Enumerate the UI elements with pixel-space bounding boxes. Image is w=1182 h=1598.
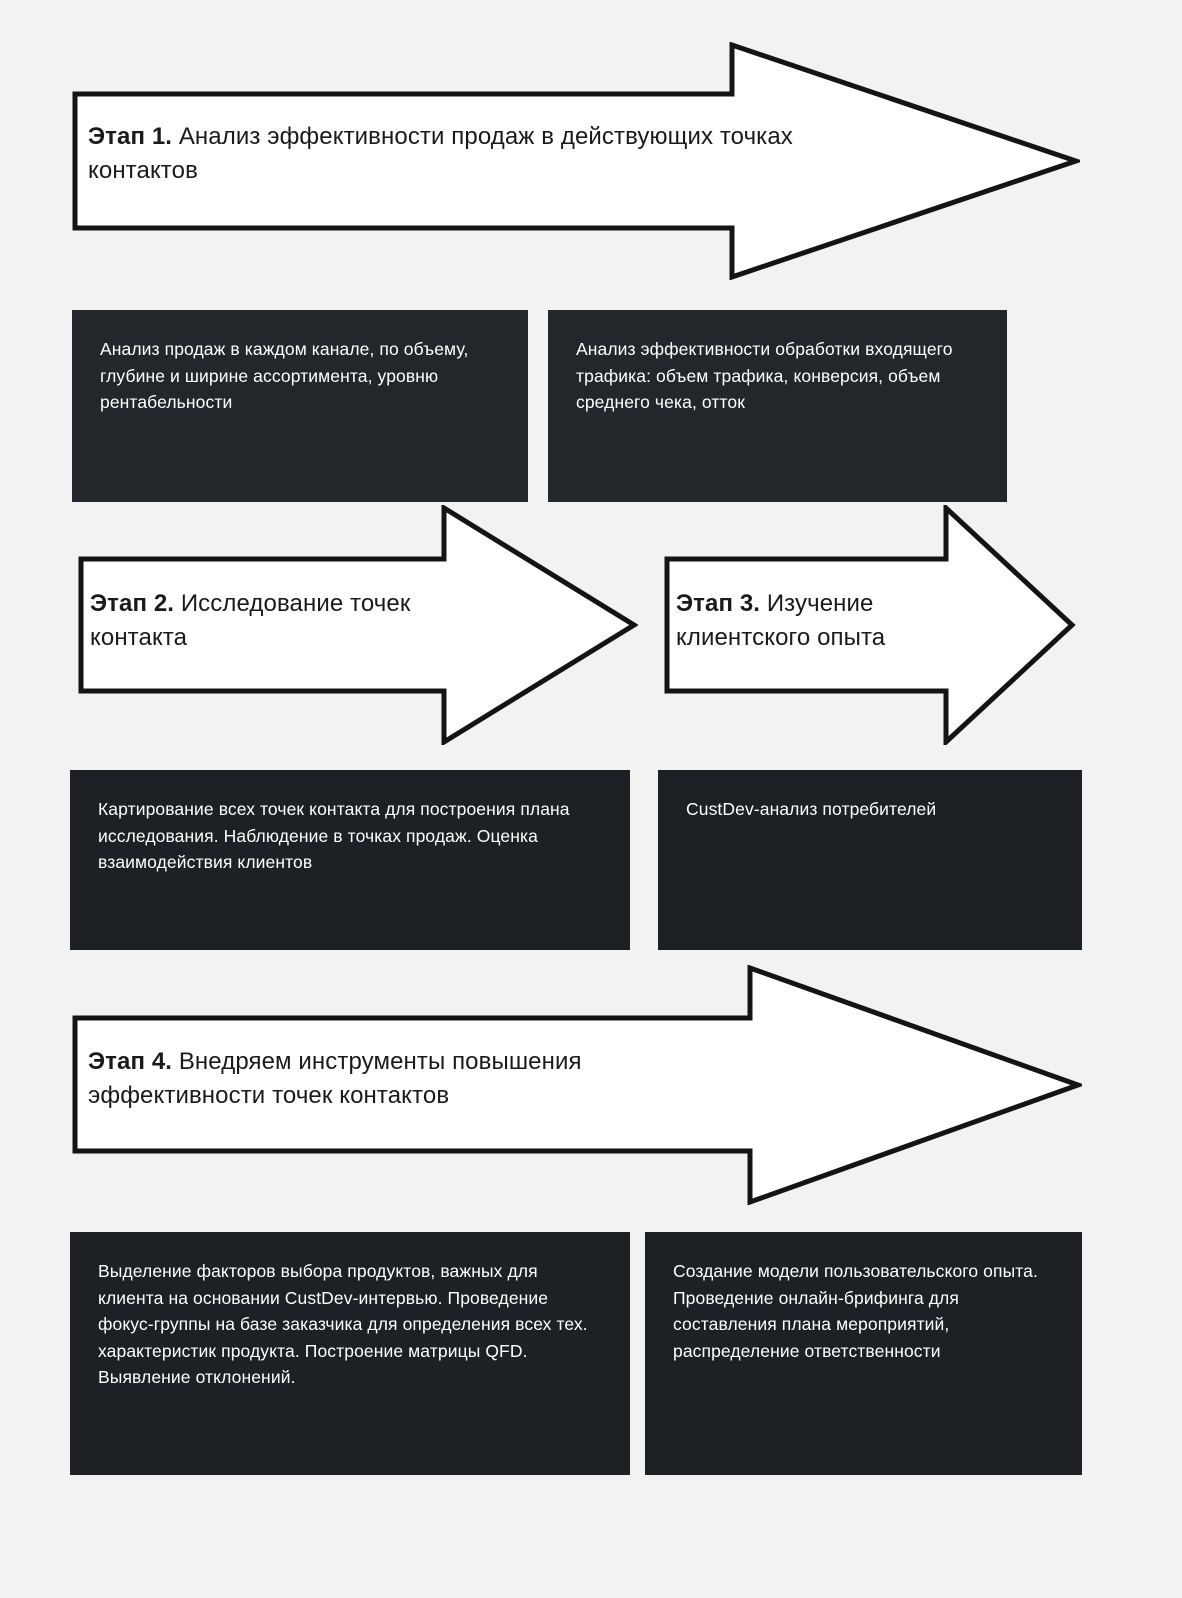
stage-4-note-1 — [70, 1232, 630, 1475]
stage-4-note-2-text: Создание модели пользовательского опыта. Проведение онлайн-брифинга для составления плана мероприятий, распределение ответственности — [673, 1261, 1038, 1361]
stage-1-note-2-text: Анализ эффективности обработки входящего трафика: объем трафика, конверсия, объем среднего чека, отток — [576, 339, 953, 413]
stage-2-arrow — [78, 505, 638, 745]
stage-4-label: Этап 4. — [88, 1048, 179, 1075]
stage-4-note-2 — [645, 1232, 1082, 1475]
stage-2-note-1-text: Картирование всех точек контакта для построения плана исследования. Наблюдение в точках продаж. Оценка взаимодействия клиентов — [98, 799, 570, 873]
stage-1-text — [88, 120, 868, 188]
stage-3-title: Изучение клиентского опыта — [676, 590, 886, 652]
stage-1-title: Анализ эффективности продаж в действующих точках контактов — [88, 123, 793, 185]
stage-2-text — [90, 587, 420, 655]
stage-2-title: Исследование точек контакта — [90, 590, 411, 652]
stage-4-title: Внедряем инструменты повышения эффективности точек контактов — [88, 1048, 582, 1110]
stage-1-label: Этап 1. — [88, 123, 179, 150]
stage-4-arrow — [72, 965, 1082, 1205]
stage-4-text — [88, 1045, 748, 1113]
stage-2-label: Этап 2. — [90, 590, 181, 617]
stage-1-note-1-text: Анализ продаж в каждом канале, по объему, глубине и ширине ассортимента, уровню рентабельности — [100, 339, 469, 413]
stage-2-note-1 — [70, 770, 630, 950]
stage-1-note-1 — [72, 310, 528, 502]
stage-1-note-2 — [548, 310, 1007, 502]
stage-3-arrow — [664, 505, 1076, 745]
stage-3-label: Этап 3. — [676, 590, 767, 617]
stage-4-note-1-text: Выделение факторов выбора продуктов, важных для клиента на основании CustDev-интервью. Проведение фокус-группы на базе заказчика для определения всех тех. характеристик продукта. Построение матрицы QFD. Выявление отклонений. — [98, 1261, 588, 1388]
stage-1-arrow — [72, 42, 1080, 280]
stage-3-text — [676, 587, 931, 655]
stage-3-note-1 — [658, 770, 1082, 950]
stage-3-note-1-text: CustDev-анализ потребителей — [686, 799, 937, 819]
